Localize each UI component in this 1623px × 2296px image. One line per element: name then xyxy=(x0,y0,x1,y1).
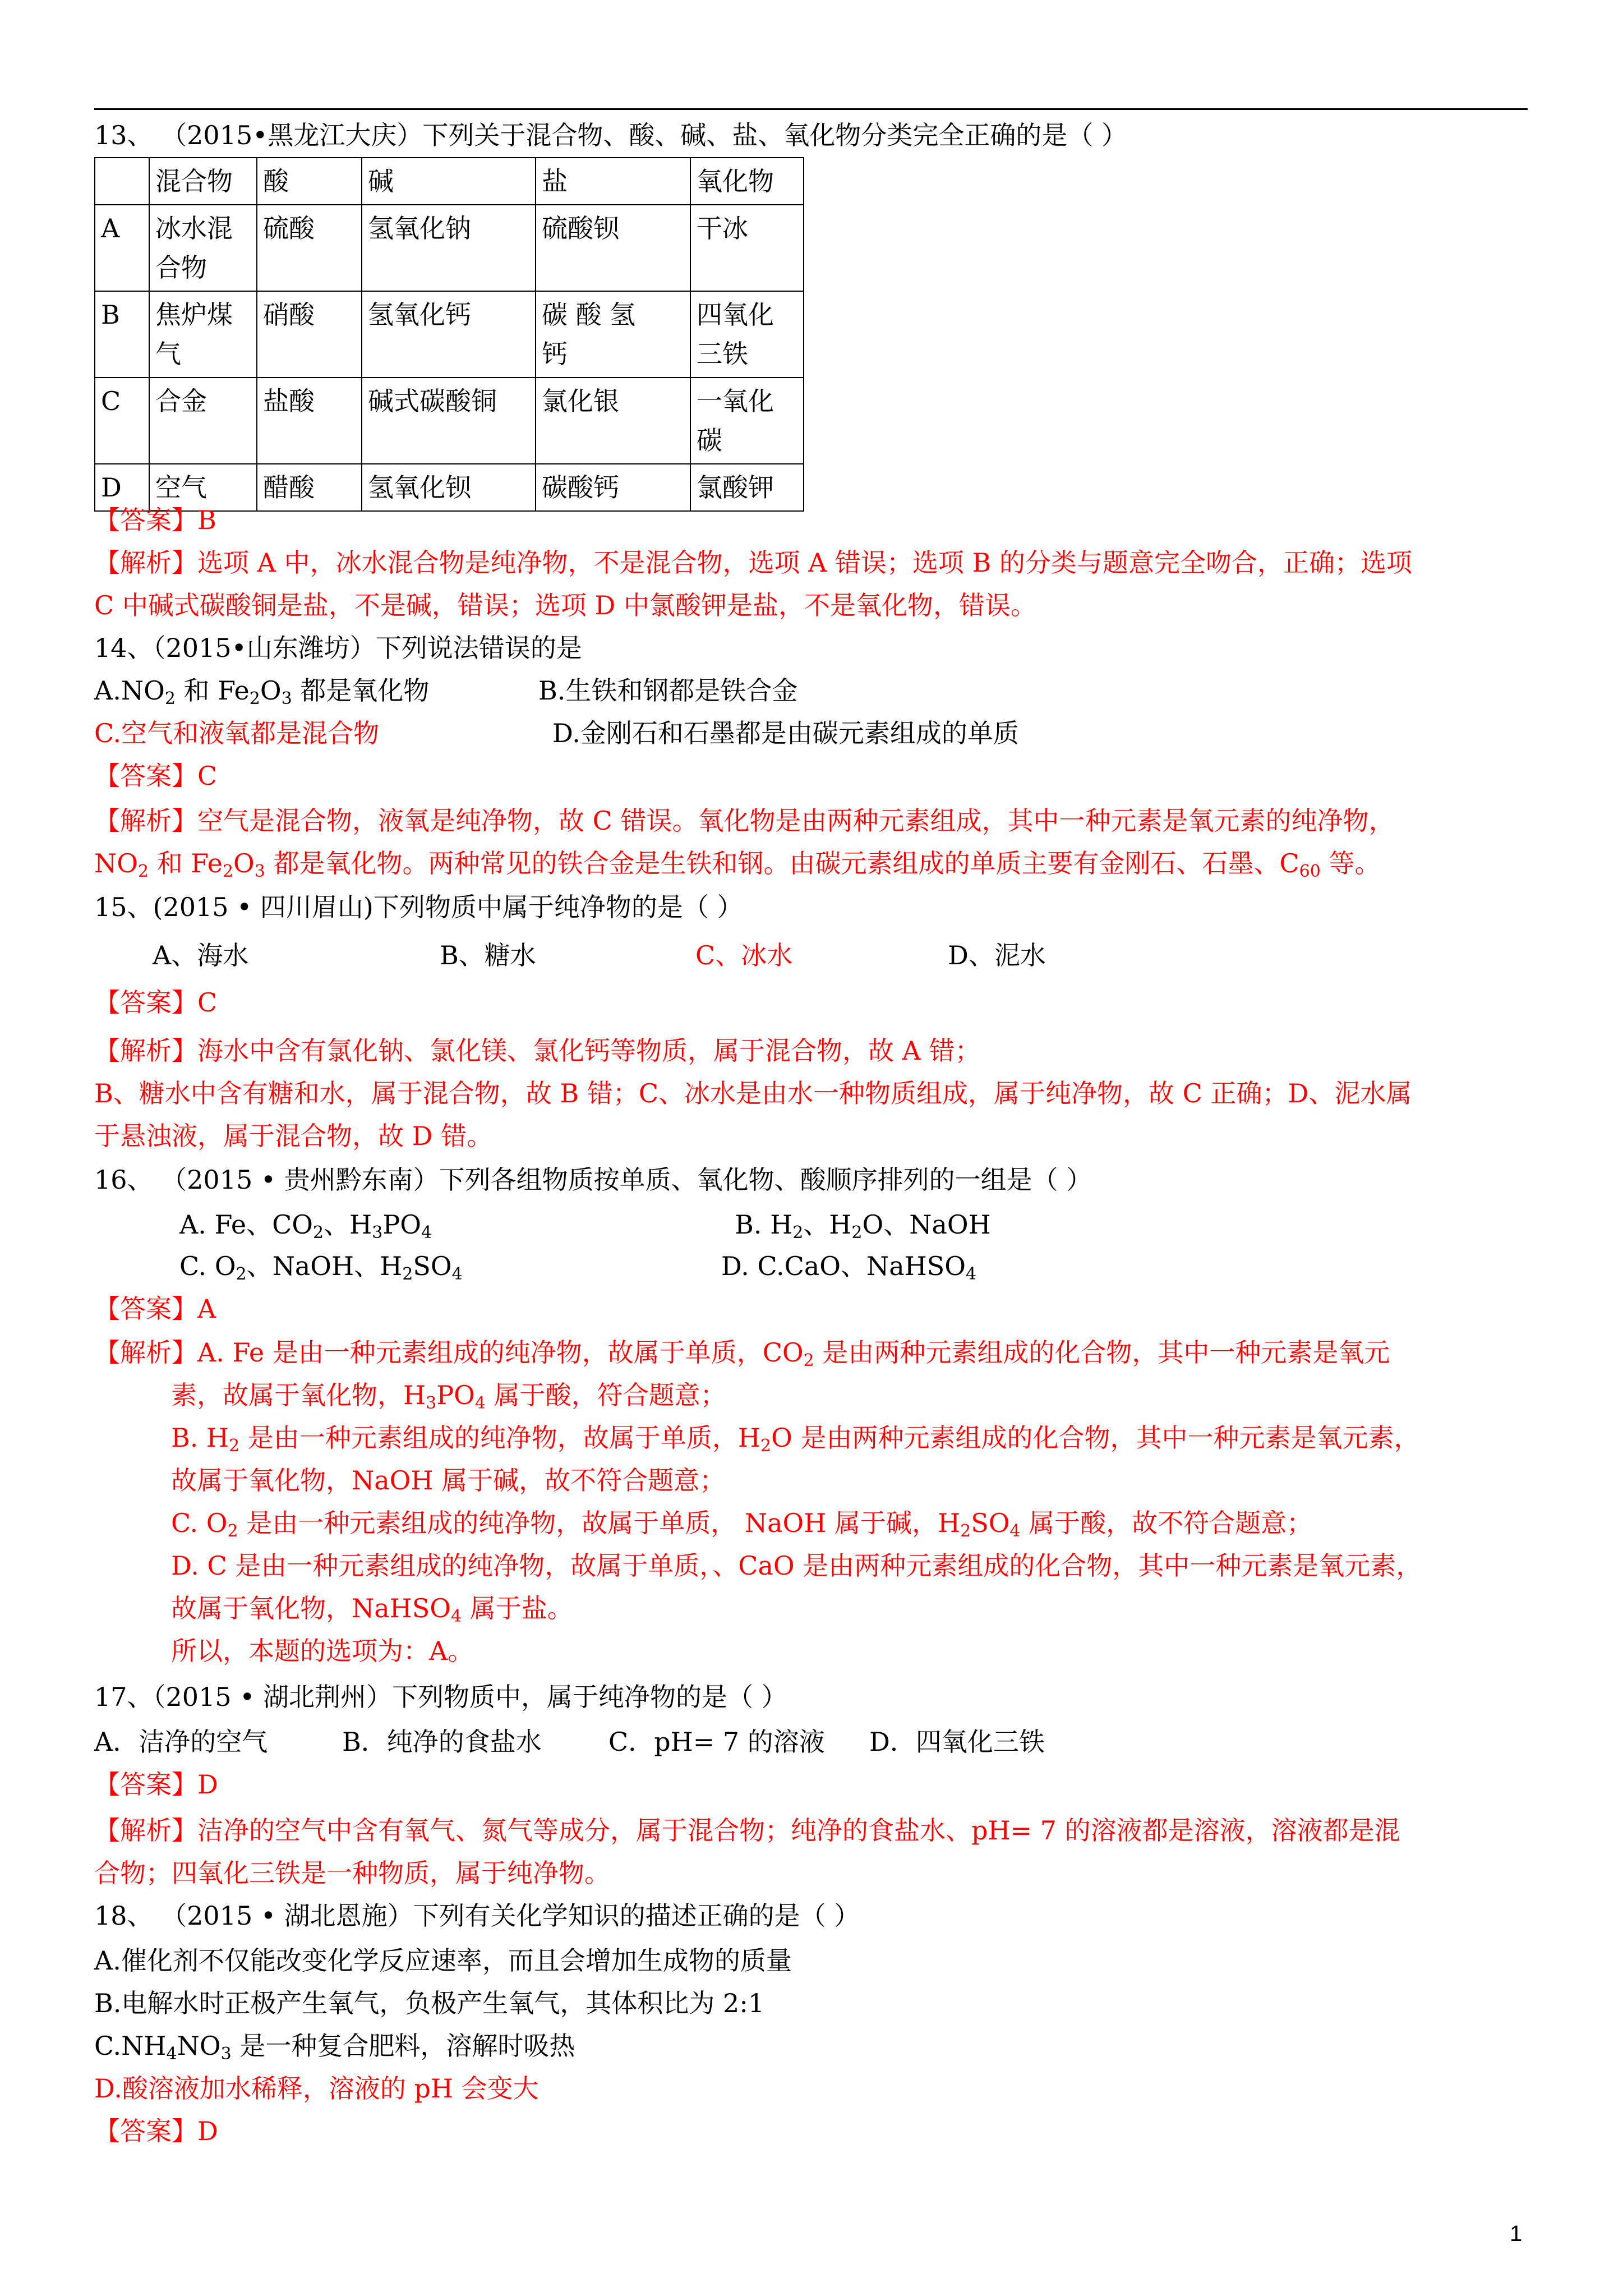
table-cell: 盐酸 xyxy=(257,378,362,464)
table-cell: 碳酸钙 xyxy=(536,464,690,511)
table-cell: 氢氧化钡 xyxy=(362,464,536,511)
table-cell: 氯酸钾 xyxy=(690,464,804,511)
cell-line: 四氧化 xyxy=(697,300,774,330)
cell-line: 合物 xyxy=(155,252,207,283)
q15-option-b: B、糖水 xyxy=(440,940,536,970)
table-cell xyxy=(690,291,804,378)
q18-option-c: $C.NH_4NO_3$ 是一种复合肥料，溶解时吸热 xyxy=(94,2031,575,2064)
table-row xyxy=(95,378,804,464)
table-cell: 硫酸钡 xyxy=(536,205,690,291)
cell-line: 三铁 xyxy=(697,339,748,369)
q15-option-d: D、泥水 xyxy=(948,940,1046,970)
q16-title: 16、 （2015 • 贵州黔东南）下列各组物质按单质、氧化物、酸顺序排列的一组是（ ） xyxy=(94,1165,1092,1195)
q16-analysis: 【解析】A. Fe 是由一种元素组成的纯净物，故属于单质，$CO_2$ 是由两种元素组成的化合物，其中一种元素是氧元 xyxy=(94,1337,1390,1370)
cell-line: 冰水混 xyxy=(155,213,233,243)
q15-option-c: C、冰水 xyxy=(695,940,793,970)
q16-option-c: C. $O_2$、NaOH、$H_2SO_4$ xyxy=(179,1251,463,1284)
table-row xyxy=(95,205,804,291)
table-cell xyxy=(690,378,804,464)
q15-analysis: B、糖水中含有糖和水，属于混合物，故 B 错；C、冰水是由水一种物质组成，属于纯净物，故 C 正确；D、泥水属 xyxy=(94,1078,1412,1108)
q14-option-b: B.生铁和钢都是铁合金 xyxy=(538,675,798,706)
q14-analysis: $NO_2$ 和 $Fe_2O_3$ 都是氧化物。两种常见的铁合金是生铁和钢。由碳元素组成的单质主要有金刚石、石墨、$C_{60}$ 等。 xyxy=(94,848,1381,881)
table-header-row xyxy=(95,158,804,205)
q14-option-c: C.空气和液氧都是混合物 xyxy=(94,718,380,748)
q16-conclusion: 所以，本题的选项为：A。 xyxy=(171,1636,474,1666)
cell-line: 钙 xyxy=(542,339,568,369)
q16-option-b: B. $H_2$、$H_2O$、NaOH xyxy=(735,1209,991,1243)
table-cell: 硝酸 xyxy=(257,291,362,378)
table-cell: 醋酸 xyxy=(257,464,362,511)
table-cell xyxy=(149,291,257,378)
q16-analysis: 素，故属于氧化物，$H_3PO_4$ 属于酸，符合题意； xyxy=(171,1380,726,1413)
table-row xyxy=(95,291,804,378)
table-cell: 干冰 xyxy=(690,205,804,291)
table-cell: 空气 xyxy=(149,464,257,511)
q16-option-a: A. Fe、$CO_2$、$H_3PO_4$ xyxy=(179,1209,432,1243)
q16-answer: 【答案】A xyxy=(94,1294,216,1324)
q18-answer: 【答案】D xyxy=(94,2116,218,2146)
q17-option-c: C．pH= 7 的溶液 xyxy=(608,1727,825,1757)
cell-line: 焦炉煤 xyxy=(155,300,233,330)
table-cell: 合金 xyxy=(149,378,257,464)
table-cell: C xyxy=(95,378,149,464)
q16-analysis: 故属于氧化物，NaOH 属于碱，故不符合题意； xyxy=(171,1465,726,1496)
header-rule xyxy=(94,108,1528,110)
q16-analysis: C. $O_2$ 是由一种元素组成的纯净物，故属于单质， NaOH 属于碱，$H_2SO_4$ 属于酸，故不符合题意； xyxy=(171,1508,1313,1541)
q13-analysis: 【解析】选项 A 中，冰水混合物是纯净物，不是混合物，选项 A 错误；选项 B 的分类与题意完全吻合，正确；选项 xyxy=(94,547,1412,578)
q17-answer: 【答案】D xyxy=(94,1769,218,1800)
q16-analysis: B. $H_2$ 是由一种元素组成的纯净物，故属于单质，$H_2O$ 是由两种元素组成的化合物，其中一种元素是氧元素， xyxy=(171,1423,1420,1456)
q13-analysis: C 中碱式碳酸铜是盐，不是碱，错误；选项 D 中氯酸钾是盐，不是氧化物，错误。 xyxy=(94,590,1036,620)
table-cell xyxy=(536,291,690,378)
q14-answer: 【答案】C xyxy=(94,761,218,791)
table-cell: 氢氧化钠 xyxy=(362,205,536,291)
table-header-cell: 混合物 xyxy=(149,158,257,205)
table-cell: D xyxy=(95,464,149,511)
q18-option-b: B.电解水时正极产生氧气，负极产生氧气，其体积比为 2:1 xyxy=(94,1988,765,2018)
cell-line: 一氧化 xyxy=(697,386,774,416)
table-header-cell: 酸 xyxy=(257,158,362,205)
q13-title: 13、 （2015•黑龙江大庆）下列关于混合物、酸、碱、盐、氧化物分类完全正确的是（ ） xyxy=(94,120,1127,150)
table-cell: 氯化银 xyxy=(536,378,690,464)
q17-title: 17、（2015 • 湖北荆州）下列物质中，属于纯净物的是（ ） xyxy=(94,1682,787,1712)
q14-option-d: D.金刚石和石墨都是由碳元素组成的单质 xyxy=(552,718,1019,748)
table-cell: 氢氧化钙 xyxy=(362,291,536,378)
q17-option-d: D．四氧化三铁 xyxy=(869,1727,1045,1757)
q18-option-a: A.催化剂不仅能改变化学反应速率，而且会增加生成物的质量 xyxy=(94,1945,792,1976)
q15-analysis: 于悬浊液，属于混合物，故 D 错。 xyxy=(94,1121,493,1151)
table-header-cell: 盐 xyxy=(536,158,690,205)
q16-analysis: 故属于氧化物，NaHSO$_4$ 属于盐。 xyxy=(171,1593,573,1626)
page-number: 1 xyxy=(1510,2221,1523,2246)
table-header-cell: 碱 xyxy=(362,158,536,205)
q17-option-b: B．纯净的食盐水 xyxy=(342,1727,542,1757)
q15-analysis: 【解析】海水中含有氯化钠、氯化镁、氯化钙等物质，属于混合物，故 A 错； xyxy=(94,1036,981,1066)
q15-answer: 【答案】C xyxy=(94,987,218,1018)
cell-line: 碳 酸 氢 xyxy=(542,300,636,330)
q17-analysis: 【解析】洁净的空气中含有氧气、氮气等成分，属于混合物；纯净的食盐水、pH= 7 的溶液都是溶液，溶液都是混 xyxy=(94,1815,1400,1846)
table-cell: A xyxy=(95,205,149,291)
q13-answer: 【答案】B xyxy=(94,505,216,535)
cell-line: 碳 xyxy=(697,425,722,455)
table-header-cell xyxy=(95,158,149,205)
q15-title: 15、(2015 • 四川眉山)下列物质中属于纯净物的是（ ） xyxy=(94,892,743,922)
q18-option-d: D.酸溶液加水稀释，溶液的 pH 会变大 xyxy=(94,2073,539,2104)
table-header-cell: 氧化物 xyxy=(690,158,804,205)
q14-analysis: 【解析】空气是混合物，液氧是纯净物，故 C 错误。氧化物是由两种元素组成，其中一种元素是氧元素的纯净物， xyxy=(94,806,1395,836)
q17-analysis: 合物；四氧化三铁是一种物质，属于纯净物。 xyxy=(94,1858,610,1888)
q18-title: 18、 （2015 • 湖北恩施）下列有关化学知识的描述正确的是（ ） xyxy=(94,1901,860,1931)
q15-option-a: A、海水 xyxy=(153,940,249,970)
q14-title: 14、（2015•山东潍坊）下列说法错误的是 xyxy=(94,633,582,663)
q14-option-a: $A.NO_2$ 和 $Fe_2O_3$ 都是氧化物 xyxy=(94,675,430,708)
q17-option-a: A．洁净的空气 xyxy=(94,1727,268,1757)
cell-line: 气 xyxy=(155,339,181,369)
table-cell: 硫酸 xyxy=(257,205,362,291)
q16-option-d: D. C.CaO、NaHSO$_4$ xyxy=(721,1251,977,1284)
table-cell: B xyxy=(95,291,149,378)
q16-analysis: D. C 是由一种元素组成的纯净物，故属于单质，、CaO 是由两种元素组成的化合物，其中一种元素是氧元素， xyxy=(171,1550,1422,1581)
table-cell xyxy=(149,205,257,291)
q13-table xyxy=(94,157,804,512)
table-cell: 碱式碳酸铜 xyxy=(362,378,536,464)
